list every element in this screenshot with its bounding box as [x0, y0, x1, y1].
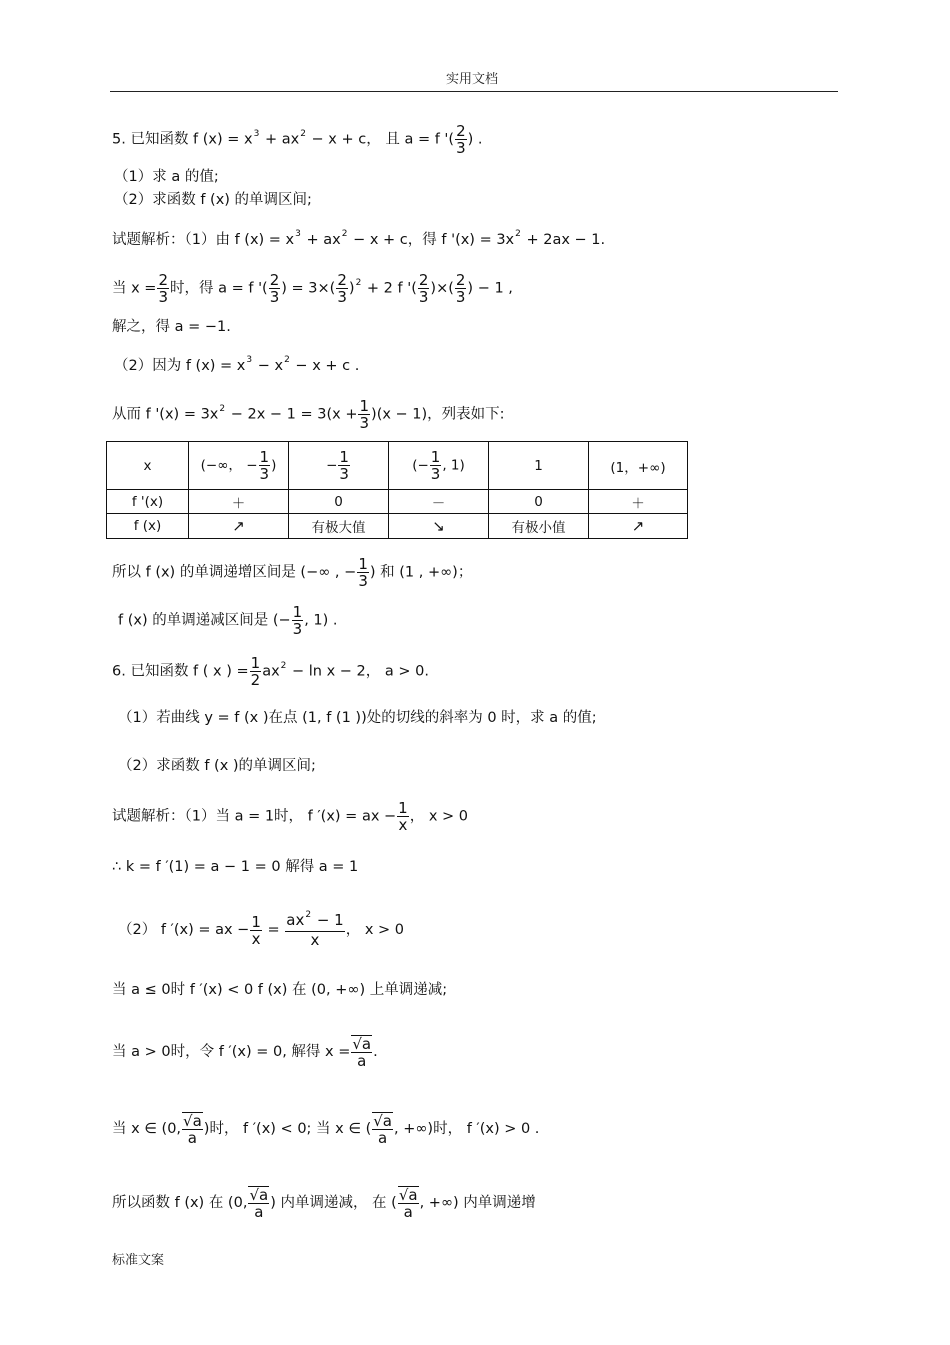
p5-solution-line-5: 从而 f '$(x) = 3x^2 - 2x - 1 = 3(x$ + $\frac{1}{3}$ )(x − 1)，列表如下: — [112, 397, 505, 432]
problem-5-statement: 5. 已知函数 f $(x) = x^3 + ax^2 - x + c$， 且 a = f '( $\frac{2}{3}$ ) . — [112, 122, 483, 157]
table-cell: f (x) — [107, 514, 189, 539]
table-cell: (− $\frac{1}{3}$ , 1) — [389, 442, 489, 490]
table-cell: 0 — [489, 490, 589, 514]
p5-solution-line-1: 试题解析：（1）由 f $(x) = x^3 + ax^2 - x + c$，得 f '$(x) = 3x^2 + 2ax - 1$. — [112, 229, 606, 248]
p6-solution-line-6: 当 x ∈ (0, $\frac{√a}{a}$ )时， f ′(x) < 0; 当 x ∈ ( $\frac{√a}{a}$ , +∞)时， f ′(x) > 0 . — [112, 1112, 540, 1147]
table-cell: (−∞， − $\frac{1}{3}$ ) — [189, 442, 289, 490]
table-row — [107, 514, 688, 539]
problem-6-statement: 6. 已知函数 f ( x ) = $\frac{1}{2}$ $ax^2 - \ln x - 2$， a > 0. — [112, 654, 429, 689]
table-cell: ＋ — [589, 490, 688, 514]
p6-solution-line-3: （2） f ′(x) = ax − $\frac{1}{x}$ = $\frac{ax^2 - 1}{x}$ ， x > 0 — [118, 910, 405, 949]
table-cell: f '(x) — [107, 490, 189, 514]
page-header: 实用文档 — [446, 72, 499, 87]
table-cell: 有极小值 — [489, 514, 589, 539]
problem-6-q1: （1）若曲线 y = f (x )在点 (1, f (1 ))处的切线的斜率为 0 时，求 a 的值; — [118, 710, 597, 726]
p6-solution-line-4: 当 a ≤ 0时 f ′(x) < 0 f (x) 在 (0, +∞) 上单调递减; — [112, 982, 448, 998]
table-row — [107, 490, 688, 514]
table-cell: ↗ — [589, 514, 688, 539]
p5-solution-line-2: 当 x = $\frac{2}{3}$ 时，得 a = f '( $\frac{2}{3}$ ) = 3×( $\frac{2}{3}$ )$^2$ + 2 f '( $\frac{2}{3}$ )×( $\frac{2}{3}$ ) − 1 , — [112, 271, 513, 306]
p5-conclusion-increasing: 所以 f (x) 的单调递增区间是 (−∞ , − $\frac{1}{3}$ ) 和 (1 , +∞)； — [112, 555, 473, 590]
table-cell: ↗ — [189, 514, 289, 539]
p5-conclusion-decreasing: f (x) 的单调递减区间是 (− $\frac{1}{3}$ , 1) . — [118, 603, 338, 638]
table-cell: ↘ — [389, 514, 489, 539]
table-cell: 有极大值 — [289, 514, 389, 539]
table-cell: 1 — [489, 442, 589, 490]
monotonicity-table — [106, 441, 688, 539]
table-cell: − $\frac{1}{3}$ — [289, 442, 389, 490]
table-cell: ＋ — [189, 490, 289, 514]
problem-6-q2: （2）求函数 f (x )的单调区间; — [118, 758, 316, 774]
problem-5-q1: （1）求 a 的值; — [114, 169, 219, 185]
page-footer: 标准文案 — [112, 1253, 165, 1268]
p6-solution-line-7: 所以函数 f (x) 在 (0, $\frac{√a}{a}$ ) 内单调递减， 在 ( $\frac{√a}{a}$ , +∞) 内单调递增 — [112, 1186, 536, 1221]
problem-5-q2: （2）求函数 f (x) 的单调区间; — [114, 192, 312, 208]
header-rule — [110, 91, 838, 92]
table-cell: － — [389, 490, 489, 514]
p5-solution-line-4: （2）因为 f $(x) = x^3 - x^2 - x + c$ . — [114, 355, 360, 374]
table-row — [107, 442, 688, 490]
p6-solution-line-5: 当 a > 0时，令 f ′(x) = 0, 解得 x = $\frac{√a}{a}$ . — [112, 1035, 378, 1070]
table-cell: (1，+∞) — [589, 442, 688, 490]
table-cell: 0 — [289, 490, 389, 514]
p6-solution-line-2: ∴ k = f ′(1) = a − 1 = 0 解得 a = 1 — [112, 859, 359, 875]
table-cell: x — [107, 442, 189, 490]
p6-solution-line-1: 试题解析：（1）当 a = 1时， f ′(x) = ax − $\frac{1}{x}$ ， x > 0 — [112, 799, 469, 834]
p5-solution-line-3: 解之，得 a = −1. — [112, 319, 231, 335]
